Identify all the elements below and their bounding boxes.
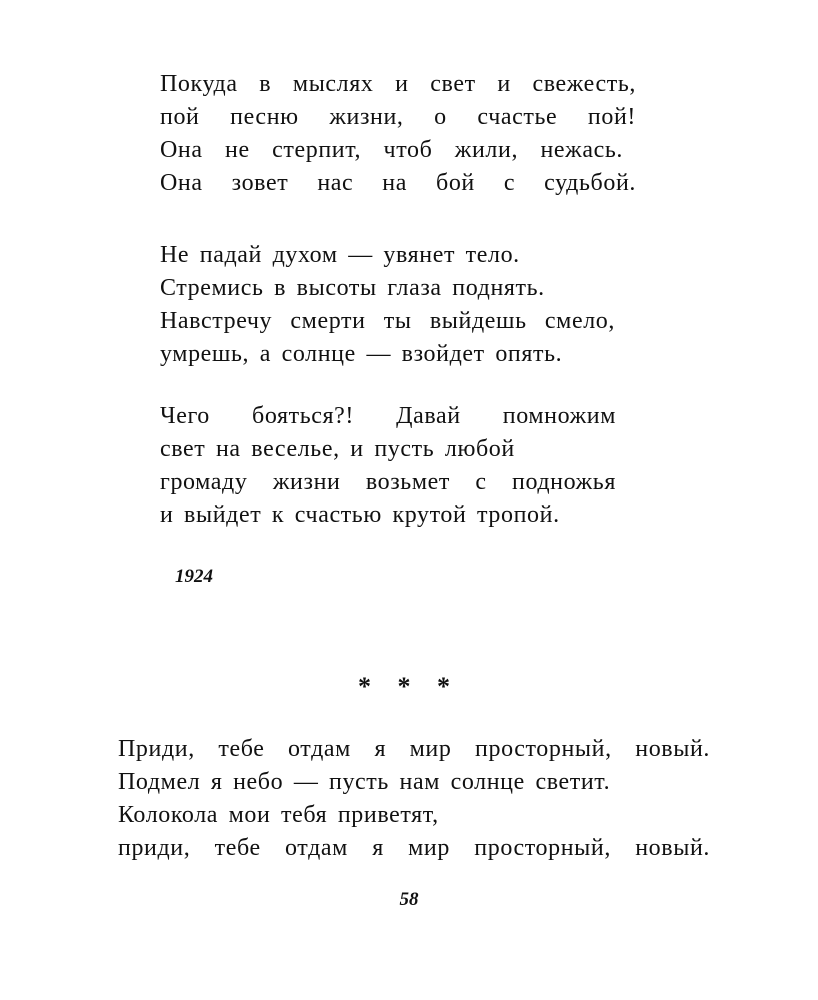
verse-line: Покуда в мыслях и свет и свежесть, xyxy=(160,71,636,97)
verse-line: громаду жизни возьмет с подножья xyxy=(160,469,616,495)
poem-1-stanza-1 xyxy=(160,68,636,200)
poem-date: 1924 xyxy=(175,566,213,587)
verse-line: Она не стерпит, чтоб жили, нежась. xyxy=(160,137,623,163)
verse-line: Чего бояться?! Давай помножим xyxy=(160,403,616,429)
section-separator: * * * xyxy=(358,672,460,701)
verse-line: свет на веселье, и пусть любой xyxy=(160,436,515,462)
verse-line: Подмел я небо — пусть нам солнце светит. xyxy=(118,769,611,795)
verse-line: Не падай духом — увянет тело. xyxy=(160,242,520,268)
page-number: 58 xyxy=(399,889,419,910)
verse-line: пой песню жизни, о счастье пой! xyxy=(160,104,636,130)
verse-line: Она зовет нас на бой с судьбой. xyxy=(160,170,636,196)
verse-line: Приди, тебе отдам я мир просторный, новый. xyxy=(118,736,710,762)
verse-line: Колокола мои тебя приветят, xyxy=(118,802,439,828)
poem-1-stanza-3 xyxy=(160,400,616,532)
verse-line: приди, тебе отдам я мир просторный, новый. xyxy=(118,835,710,861)
verse-line: умрешь, а солнце — взойдет опять. xyxy=(160,341,563,367)
poem-1-stanza-2 xyxy=(160,239,615,371)
poem-2-stanza-1 xyxy=(118,733,710,865)
verse-line: Навстречу смерти ты выйдешь смело, xyxy=(160,308,615,334)
verse-line: Стремись в высоты глаза поднять. xyxy=(160,275,545,301)
verse-line: и выйдет к счастью крутой тропой. xyxy=(160,502,560,528)
